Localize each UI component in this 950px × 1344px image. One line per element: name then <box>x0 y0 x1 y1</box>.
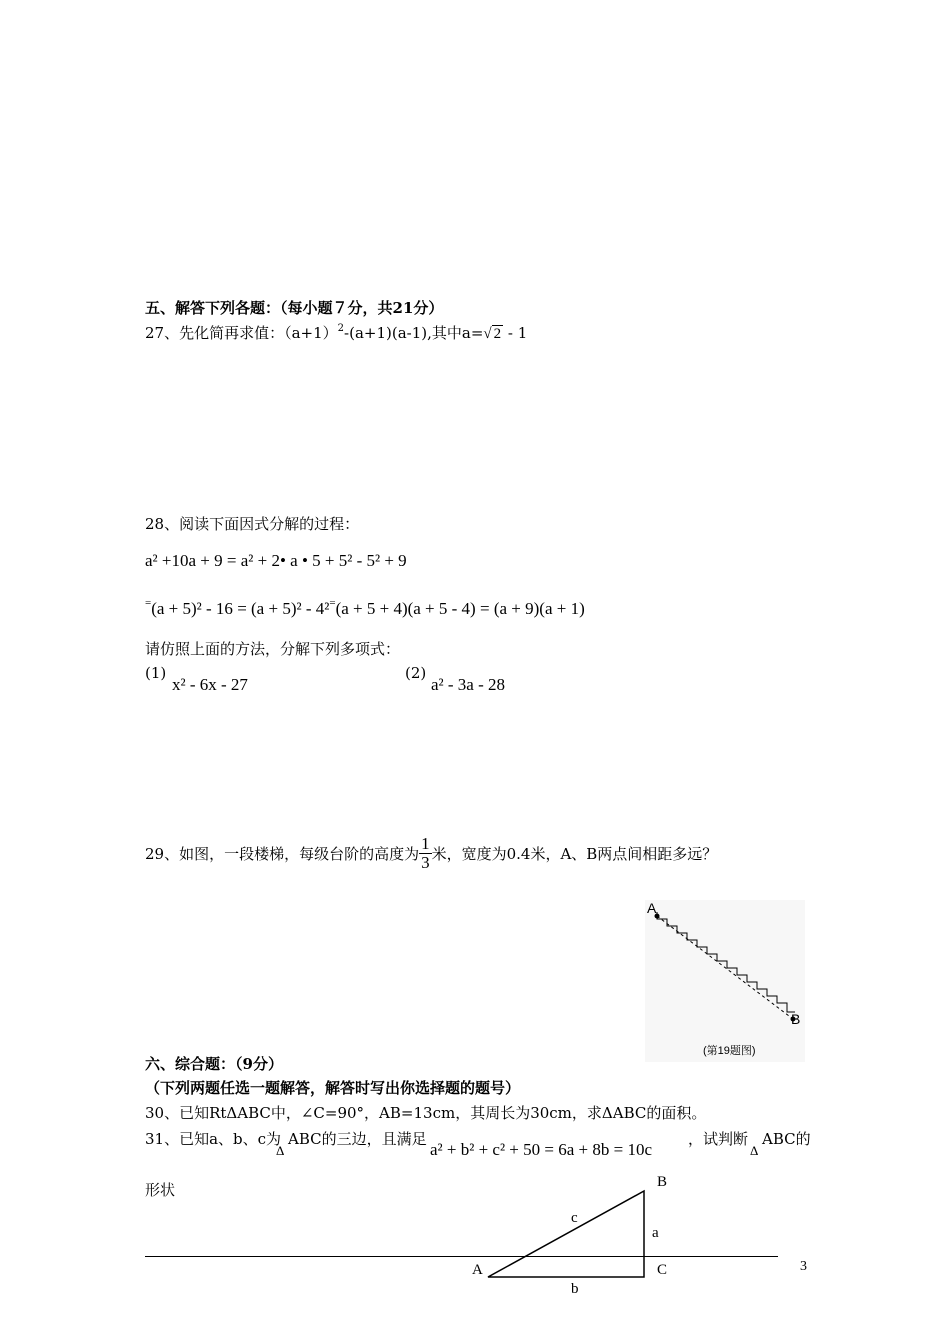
q28-line2-c: (a + 5 + 4)(a + 5 - 4) <box>335 599 476 618</box>
q31-line-2: 形状 <box>145 1181 176 1199</box>
q29-frac-num: 1 <box>421 834 430 853</box>
q28-line2-a: (a + 5)² - 16 <box>151 599 233 618</box>
q29-frac-den: 3 <box>421 853 430 872</box>
q28-line-1 <box>145 551 407 571</box>
q28-line2-d: = (a + 9)(a + 1) <box>479 599 585 618</box>
section-6-note: （下列两题任选一题解答，解答时写出你选择题的题号） <box>145 1079 521 1097</box>
section-5-heading: 五、解答下列各题：（每小题７分，共21分） <box>145 299 444 317</box>
q29-fraction <box>419 835 432 872</box>
triangle-vertex-a: A <box>472 1262 483 1278</box>
question-29 <box>145 835 717 872</box>
section-6-heading: 六、综合题：（9分） <box>145 1055 283 1073</box>
q28-part-2-label: (2) <box>405 664 427 682</box>
footer-rule <box>145 1256 778 1257</box>
q28-line2-eq: = <box>145 597 152 609</box>
staircase-steps <box>657 912 795 1012</box>
q29-suffix: 米，宽度为0.4米，A、B两点间相距多远？ <box>431 845 718 863</box>
q28-line2-eq2: = <box>329 597 336 609</box>
q28-line1-left: a² +10a + 9 <box>145 551 223 570</box>
q31-condition: a² + b² + c² + 50 = 6a + 8b = 10c <box>430 1140 652 1159</box>
q27-middle: -(a+1)(a-1),其中a= <box>344 324 484 342</box>
q28-instruction: 请仿照上面的方法，分解下列多项式： <box>145 640 401 658</box>
staircase-figure <box>645 900 805 1062</box>
triangle-side-c: c <box>571 1210 578 1226</box>
q28-part-1-label: (1) <box>145 664 167 682</box>
q28-line1-right: = a² + 2• a • 5 + 5² - 5² + 9 <box>226 551 407 570</box>
triangle-side-b: b <box>571 1281 579 1297</box>
triangle-diagram <box>480 1185 650 1280</box>
q27-exponent: 2 <box>337 323 345 334</box>
q31-prefix: 31、已知a、b、c为 <box>145 1130 282 1148</box>
q28-part-1-expr: x² - 6x - 27 <box>172 675 248 694</box>
q27-sqrt-radicand: 2 <box>493 326 502 342</box>
q27-sqrt: √ 2 <box>483 326 502 342</box>
q28-line-2 <box>145 597 585 619</box>
question-27 <box>145 322 527 343</box>
q28-part-2-expr: a² - 3a - 28 <box>431 675 506 694</box>
staircase-caption: (第19题图) <box>703 1045 756 1057</box>
q27-prefix: 27、先化简再求值：（a+1） <box>145 324 338 342</box>
triangle-side-a: a <box>652 1225 659 1241</box>
staircase-label-b: B <box>791 1011 801 1027</box>
q27-suffix: - 1 <box>503 324 528 342</box>
q28-line2-b: = (a + 5)² - 4² <box>237 599 330 618</box>
q31-mid: ABC的三边，且满足 <box>288 1130 427 1148</box>
triangle-abc <box>488 1191 644 1277</box>
q31-after: ，试判断 <box>688 1130 749 1148</box>
triangle-vertex-b: B <box>657 1174 668 1190</box>
page-number: 3 <box>800 1259 807 1274</box>
q31-end: ABC的 <box>762 1130 811 1148</box>
triangle-vertex-c: C <box>657 1262 668 1278</box>
question-30: 30、已知RtΔABC中，∠C=90°，AB=13cm，其周长为30cm，求ΔABC的面积。 <box>145 1104 707 1122</box>
q31-delta-2: Δ <box>750 1143 759 1158</box>
staircase-label-a: A <box>647 900 657 916</box>
q29-prefix: 29、如图，一段楼梯，每级台阶的高度为 <box>145 845 420 863</box>
q31-delta-1: Δ <box>276 1143 285 1158</box>
staircase-diagram <box>645 900 805 1062</box>
staircase-ab-line <box>657 916 793 1019</box>
question-28-intro: 28、阅读下面因式分解的过程： <box>145 515 360 533</box>
